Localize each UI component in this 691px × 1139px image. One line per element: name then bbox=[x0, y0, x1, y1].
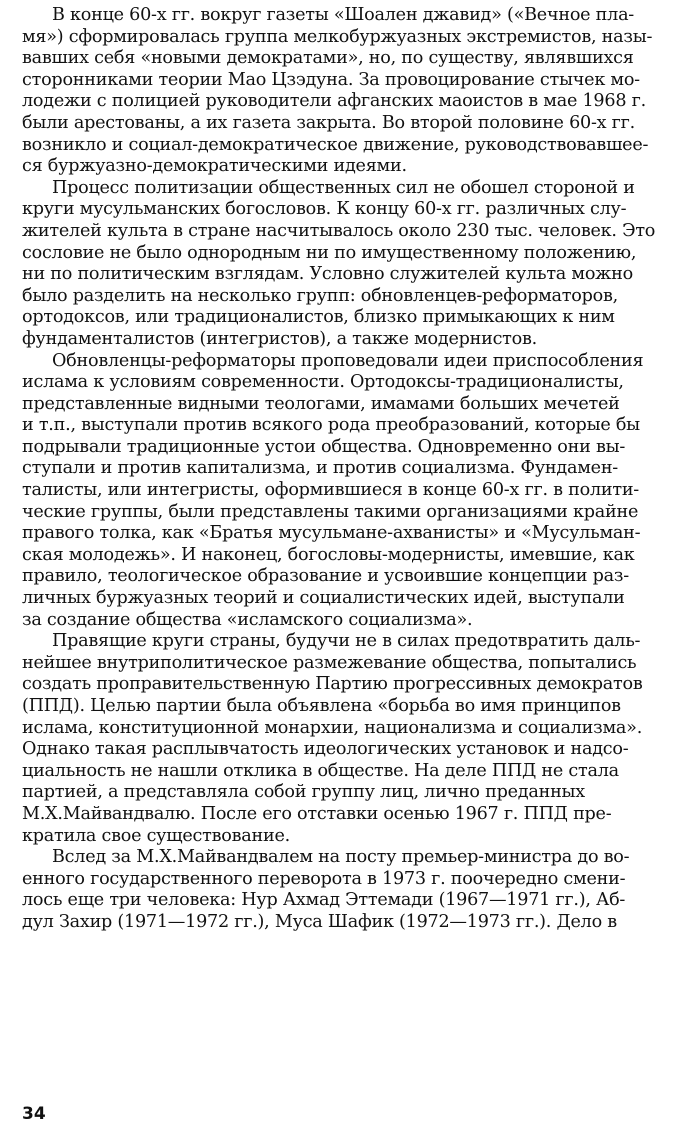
paragraph bbox=[22, 5, 684, 178]
text-line: Правящие круги страны, будучи не в силах предотвратить даль- bbox=[52, 631, 641, 652]
text-line: М.Х.Майвандвалю. После его отставки осенью 1967 г. ППД пре- bbox=[22, 803, 612, 824]
text-line: представленные видными теологами, имамами больших мечетей bbox=[22, 393, 620, 414]
text-line: Вслед за М.Х.Майвандвалем на посту премьер-министра до во- bbox=[52, 847, 630, 868]
text-line: вавших себя «новыми демократами», но, по существу, являвшихся bbox=[22, 48, 634, 69]
text-line: ская молодежь». И наконец, богословы-модернисты, имевшие, как bbox=[22, 544, 635, 565]
text-line: подрывали традиционные устои общества. Одновременно они вы- bbox=[22, 436, 626, 457]
paragraph bbox=[22, 847, 684, 933]
page-number: 34 bbox=[22, 1104, 46, 1124]
text-line: дул Захир (1971—1972 гг.), Муса Шафик (1972—1973 гг.). Дело в bbox=[22, 911, 617, 932]
text-line: ческие группы, были представлены такими организациями крайне bbox=[22, 501, 639, 522]
text-line: за создание общества «исламского социализма». bbox=[22, 609, 473, 630]
text-line: были арестованы, а их газета закрыта. Во второй половине 60-х гг. bbox=[22, 112, 635, 133]
text-line: кратила свое существование. bbox=[22, 825, 290, 846]
text-line: Процесс политизации общественных сил не обошел стороной и bbox=[52, 177, 635, 198]
text-line: возникло и социал-демократическое движение, руководствовавшее- bbox=[22, 134, 649, 155]
text-line: (ППД). Целью партии была объявлена «борьба во имя принципов bbox=[22, 696, 621, 716]
text-line: правого толка, как «Братья мусульмане-ахванисты» и «Мусульман- bbox=[22, 523, 641, 544]
text-line: сословие не было однородным ни по имущественному положению, bbox=[22, 242, 637, 263]
text-line: лось еще три человека: Нур Ахмад Эттемади (1967—1971 гг.), Аб- bbox=[22, 890, 626, 911]
text-line: круги мусульманских богословов. К концу 60-х гг. различных слу- bbox=[22, 199, 627, 220]
text-line: циальность не нашли отклика в обществе. На деле ППД не стала bbox=[22, 760, 619, 781]
text-line: ступали и против капитализма, и против социализма. Фундамен- bbox=[22, 458, 618, 479]
text-line: и т.п., выступали против всякого рода преобразований, которые бы bbox=[22, 415, 640, 436]
text-line: сторонниками теории Мао Цзэдуна. За провоцирование стычек мо- bbox=[22, 69, 640, 90]
text-line: фундаменталистов (интегристов), а также модернистов. bbox=[22, 328, 538, 349]
text-line: мя») сформировалась группа мелкобуржуазных экстремистов, назы- bbox=[22, 26, 653, 47]
text-line: ислама, конституционной монархии, национализма и социализма». bbox=[22, 717, 643, 738]
text-line: создать проправительственную Партию прогрессивных демократов bbox=[22, 674, 643, 695]
text-line: нейшее внутриполитическое размежевание общества, попытались bbox=[22, 652, 637, 673]
text-line: личных буржуазных теорий и социалистических идей, выступали bbox=[22, 588, 625, 609]
text-line: В конце 60-х гг. вокруг газеты «Шоален джавид» («Вечное пла- bbox=[52, 5, 635, 25]
text-line: партией, а представляла собой группу лиц, лично преданных bbox=[22, 782, 585, 803]
text-line: енного государственного переворота в 1973 г. поочередно смени- bbox=[22, 868, 626, 889]
text-line: ни по политическим взглядам. Условно служителей культа можно bbox=[22, 264, 633, 285]
text-line: талисты, или интегристы, оформившиеся в конце 60-х гг. в полити- bbox=[22, 480, 639, 501]
body-text bbox=[22, 5, 684, 934]
paragraph bbox=[22, 178, 684, 351]
text-line: ся буржуазно-демократическими идеями. bbox=[22, 156, 407, 177]
text-line: было разделить на несколько групп: обновленцев-реформаторов, bbox=[22, 285, 618, 306]
text-line: ортодоксов, или традиционалистов, близко примыкающих к ним bbox=[22, 307, 615, 328]
text-line: Однако такая расплывчатость идеологических установок и надсо- bbox=[22, 739, 629, 760]
text-line: лодежи с полицией руководители афганских маоистов в мае 1968 г. bbox=[22, 91, 646, 112]
text-line: Обновленцы-реформаторы проповедовали идеи приспособления bbox=[52, 350, 644, 371]
paragraph bbox=[22, 351, 684, 632]
text-line: жителей культа в стране насчитывалось около 230 тыс. человек. Это bbox=[22, 220, 656, 241]
text-line: ислама к условиям современности. Ортодоксы-традиционалисты, bbox=[22, 372, 624, 393]
text-line: правило, теологическое образование и усвоившие концепции раз- bbox=[22, 566, 629, 587]
paragraph bbox=[22, 631, 684, 847]
